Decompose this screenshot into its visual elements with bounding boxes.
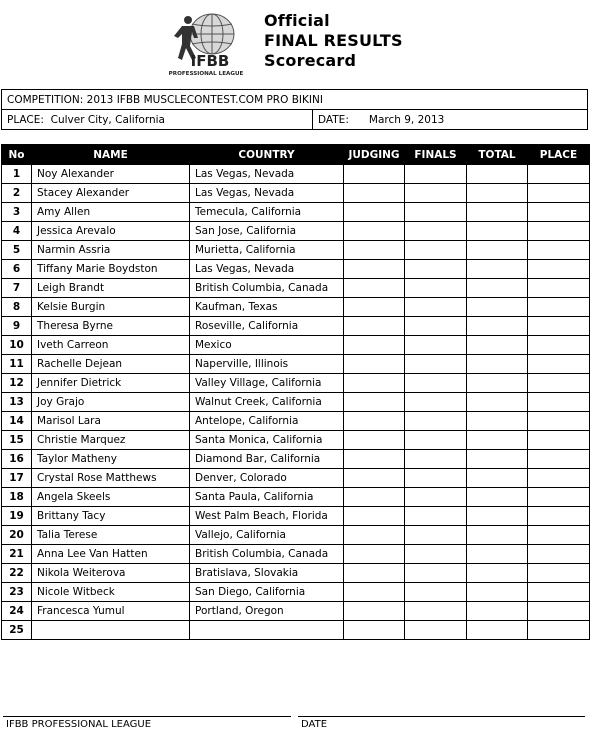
judging-score-cell — [344, 621, 405, 640]
competitor-country: Walnut Creek, California — [190, 393, 344, 412]
column-header-finals: FINALS — [405, 145, 467, 165]
scorecard-title — [264, 11, 403, 71]
competitor-name: Tiffany Marie Boydston — [32, 260, 190, 279]
place-cell — [528, 469, 590, 488]
competitor-name: Marisol Lara — [32, 412, 190, 431]
competitor-name: Stacey Alexander — [32, 184, 190, 203]
place-cell — [528, 279, 590, 298]
row-number: 5 — [2, 241, 32, 260]
ifbb-logo — [168, 8, 246, 78]
competitor-country: Kaufman, Texas — [190, 298, 344, 317]
judging-score-cell — [344, 507, 405, 526]
judging-score-cell — [344, 469, 405, 488]
table-row — [2, 507, 590, 526]
competitor-name: Jessica Arevalo — [32, 222, 190, 241]
competition-field: COMPETITION: 2013 IFBB MUSCLECONTEST.COM PRO BIKINI — [2, 90, 588, 110]
table-row — [2, 260, 590, 279]
competitor-country: Las Vegas, Nevada — [190, 165, 344, 184]
table-row — [2, 165, 590, 184]
table-row — [2, 222, 590, 241]
row-number: 20 — [2, 526, 32, 545]
place-cell — [528, 165, 590, 184]
competitor-country: British Columbia, Canada — [190, 279, 344, 298]
competitor-country: Las Vegas, Nevada — [190, 260, 344, 279]
place-cell — [528, 507, 590, 526]
place-cell — [528, 203, 590, 222]
row-number: 11 — [2, 355, 32, 374]
total-score-cell — [467, 317, 528, 336]
competitor-name: Joy Grajo — [32, 393, 190, 412]
table-row — [2, 203, 590, 222]
row-number: 24 — [2, 602, 32, 621]
competitor-country: Antelope, California — [190, 412, 344, 431]
competitor-country: Las Vegas, Nevada — [190, 184, 344, 203]
place-cell — [528, 222, 590, 241]
date-field — [313, 110, 588, 130]
place-cell — [528, 602, 590, 621]
row-number: 16 — [2, 450, 32, 469]
column-header-name: NAME — [32, 145, 190, 165]
row-number: 14 — [2, 412, 32, 431]
competitor-name: Amy Allen — [32, 203, 190, 222]
competitor-country: West Palm Beach, Florida — [190, 507, 344, 526]
title-line-official: Official — [264, 11, 330, 30]
judging-score-cell — [344, 355, 405, 374]
row-number: 23 — [2, 583, 32, 602]
competitor-country: Naperville, Illinois — [190, 355, 344, 374]
row-number: 22 — [2, 564, 32, 583]
competitor-name: Nikola Weiterova — [32, 564, 190, 583]
table-row — [2, 393, 590, 412]
finals-score-cell — [405, 621, 467, 640]
table-row — [2, 317, 590, 336]
total-score-cell — [467, 526, 528, 545]
table-row — [2, 374, 590, 393]
table-row — [2, 469, 590, 488]
total-score-cell — [467, 583, 528, 602]
total-score-cell — [467, 279, 528, 298]
judging-score-cell — [344, 583, 405, 602]
judging-score-cell — [344, 203, 405, 222]
place-value: Culver City, California — [50, 113, 165, 126]
finals-score-cell — [405, 488, 467, 507]
judging-score-cell — [344, 222, 405, 241]
judging-score-cell — [344, 526, 405, 545]
competitor-country: Temecula, California — [190, 203, 344, 222]
table-row — [2, 488, 590, 507]
place-cell — [528, 545, 590, 564]
title-line-scorecard: Scorecard — [264, 51, 357, 70]
competitor-country — [190, 621, 344, 640]
total-score-cell — [467, 488, 528, 507]
table-row — [2, 355, 590, 374]
table-row — [2, 526, 590, 545]
judging-score-cell — [344, 336, 405, 355]
competitor-name: Angela Skeels — [32, 488, 190, 507]
results-table — [1, 144, 590, 640]
finals-score-cell — [405, 279, 467, 298]
total-score-cell — [467, 298, 528, 317]
competitor-name: Crystal Rose Matthews — [32, 469, 190, 488]
place-cell — [528, 298, 590, 317]
competitor-country: Santa Paula, California — [190, 488, 344, 507]
finals-score-cell — [405, 184, 467, 203]
competitor-name: Theresa Byrne — [32, 317, 190, 336]
total-score-cell — [467, 431, 528, 450]
competitor-name: Anna Lee Van Hatten — [32, 545, 190, 564]
judging-score-cell — [344, 564, 405, 583]
ifbb-globe-emblem-icon — [168, 8, 246, 78]
table-row — [2, 621, 590, 640]
row-number: 13 — [2, 393, 32, 412]
place-cell — [528, 184, 590, 203]
place-cell — [528, 583, 590, 602]
table-row — [2, 564, 590, 583]
competitor-name: Christie Marquez — [32, 431, 190, 450]
competitor-country: Bratislava, Slovakia — [190, 564, 344, 583]
total-score-cell — [467, 507, 528, 526]
table-row — [2, 336, 590, 355]
competitor-country: Vallejo, California — [190, 526, 344, 545]
place-cell — [528, 241, 590, 260]
total-score-cell — [467, 165, 528, 184]
table-row — [2, 583, 590, 602]
league-signature-line — [3, 716, 291, 717]
table-row — [2, 241, 590, 260]
judging-score-cell — [344, 184, 405, 203]
judging-score-cell — [344, 317, 405, 336]
column-header-judging: JUDGING — [344, 145, 405, 165]
place-cell — [528, 393, 590, 412]
date-signature-label: DATE — [301, 719, 328, 730]
competitor-country: San Jose, California — [190, 222, 344, 241]
competitor-country: San Diego, California — [190, 583, 344, 602]
place-cell — [528, 564, 590, 583]
total-score-cell — [467, 355, 528, 374]
finals-score-cell — [405, 469, 467, 488]
table-row — [2, 412, 590, 431]
total-score-cell — [467, 203, 528, 222]
competitor-name: Iveth Carreon — [32, 336, 190, 355]
row-number: 1 — [2, 165, 32, 184]
title-line-final-results: FINAL RESULTS — [264, 31, 403, 50]
competitor-country: Santa Monica, California — [190, 431, 344, 450]
judging-score-cell — [344, 279, 405, 298]
judging-score-cell — [344, 165, 405, 184]
competitor-country: Mexico — [190, 336, 344, 355]
row-number: 6 — [2, 260, 32, 279]
date-value: March 9, 2013 — [368, 113, 445, 126]
total-score-cell — [467, 469, 528, 488]
competitor-country: Roseville, California — [190, 317, 344, 336]
judging-score-cell — [344, 412, 405, 431]
total-score-cell — [467, 393, 528, 412]
competitor-name: Noy Alexander — [32, 165, 190, 184]
total-score-cell — [467, 412, 528, 431]
competitor-name: Jennifer Dietrick — [32, 374, 190, 393]
total-score-cell — [467, 450, 528, 469]
place-cell — [528, 260, 590, 279]
finals-score-cell — [405, 355, 467, 374]
results-body — [2, 165, 590, 640]
table-row — [2, 545, 590, 564]
finals-score-cell — [405, 412, 467, 431]
row-number: 19 — [2, 507, 32, 526]
place-cell — [528, 336, 590, 355]
finals-score-cell — [405, 507, 467, 526]
competitor-name: Francesca Yumul — [32, 602, 190, 621]
row-number: 7 — [2, 279, 32, 298]
svg-text:IFBB: IFBB — [190, 52, 230, 70]
place-cell — [528, 450, 590, 469]
finals-score-cell — [405, 526, 467, 545]
judging-score-cell — [344, 450, 405, 469]
finals-score-cell — [405, 450, 467, 469]
place-cell — [528, 355, 590, 374]
judging-score-cell — [344, 374, 405, 393]
finals-score-cell — [405, 393, 467, 412]
finals-score-cell — [405, 260, 467, 279]
row-number: 17 — [2, 469, 32, 488]
table-row — [2, 431, 590, 450]
place-cell — [528, 621, 590, 640]
competitor-name: Taylor Matheny — [32, 450, 190, 469]
competitor-name: Rachelle Dejean — [32, 355, 190, 374]
place-label: PLACE: — [7, 113, 44, 126]
competitor-country: Diamond Bar, California — [190, 450, 344, 469]
row-number: 8 — [2, 298, 32, 317]
total-score-cell — [467, 564, 528, 583]
total-score-cell — [467, 260, 528, 279]
row-number: 3 — [2, 203, 32, 222]
finals-score-cell — [405, 241, 467, 260]
results-header-row — [2, 145, 590, 165]
total-score-cell — [467, 621, 528, 640]
row-number: 9 — [2, 317, 32, 336]
column-header-place: PLACE — [528, 145, 590, 165]
competitor-name: Nicole Witbeck — [32, 583, 190, 602]
competitor-name: Leigh Brandt — [32, 279, 190, 298]
total-score-cell — [467, 241, 528, 260]
place-cell — [528, 374, 590, 393]
finals-score-cell — [405, 203, 467, 222]
competitor-name: Kelsie Burgin — [32, 298, 190, 317]
place-field — [2, 110, 313, 130]
total-score-cell — [467, 184, 528, 203]
row-number: 18 — [2, 488, 32, 507]
finals-score-cell — [405, 564, 467, 583]
finals-score-cell — [405, 336, 467, 355]
total-score-cell — [467, 374, 528, 393]
judging-score-cell — [344, 545, 405, 564]
judging-score-cell — [344, 393, 405, 412]
competitor-name — [32, 621, 190, 640]
column-header-total: TOTAL — [467, 145, 528, 165]
competitor-country: Murietta, California — [190, 241, 344, 260]
row-number: 15 — [2, 431, 32, 450]
table-row — [2, 298, 590, 317]
table-row — [2, 450, 590, 469]
judging-score-cell — [344, 602, 405, 621]
judging-score-cell — [344, 260, 405, 279]
place-cell — [528, 412, 590, 431]
finals-score-cell — [405, 317, 467, 336]
competitor-country: Valley Village, California — [190, 374, 344, 393]
table-row — [2, 602, 590, 621]
judging-score-cell — [344, 241, 405, 260]
competitor-country: Portland, Oregon — [190, 602, 344, 621]
svg-text:PROFESSIONAL LEAGUE: PROFESSIONAL LEAGUE — [168, 71, 244, 77]
column-header-no: No — [2, 145, 32, 165]
finals-score-cell — [405, 602, 467, 621]
row-number: 4 — [2, 222, 32, 241]
finals-score-cell — [405, 298, 467, 317]
judging-score-cell — [344, 298, 405, 317]
row-number: 12 — [2, 374, 32, 393]
column-header-country: COUNTRY — [190, 145, 344, 165]
row-number: 21 — [2, 545, 32, 564]
total-score-cell — [467, 545, 528, 564]
total-score-cell — [467, 602, 528, 621]
table-row — [2, 279, 590, 298]
finals-score-cell — [405, 545, 467, 564]
row-number: 10 — [2, 336, 32, 355]
finals-score-cell — [405, 431, 467, 450]
competitor-country: British Columbia, Canada — [190, 545, 344, 564]
row-number: 2 — [2, 184, 32, 203]
table-row — [2, 184, 590, 203]
place-cell — [528, 488, 590, 507]
finals-score-cell — [405, 374, 467, 393]
competitor-name: Brittany Tacy — [32, 507, 190, 526]
row-number: 25 — [2, 621, 32, 640]
finals-score-cell — [405, 583, 467, 602]
place-cell — [528, 526, 590, 545]
judging-score-cell — [344, 488, 405, 507]
finals-score-cell — [405, 222, 467, 241]
date-label: DATE: — [318, 113, 349, 126]
competition-info-table — [1, 89, 588, 130]
place-cell — [528, 431, 590, 450]
competitor-name: Talia Terese — [32, 526, 190, 545]
league-signature-label: IFBB PROFESSIONAL LEAGUE — [6, 719, 152, 730]
competitor-name: Narmin Assria — [32, 241, 190, 260]
judging-score-cell — [344, 431, 405, 450]
total-score-cell — [467, 222, 528, 241]
competitor-country: Denver, Colorado — [190, 469, 344, 488]
total-score-cell — [467, 336, 528, 355]
finals-score-cell — [405, 165, 467, 184]
date-signature-line — [298, 716, 585, 717]
place-cell — [528, 317, 590, 336]
